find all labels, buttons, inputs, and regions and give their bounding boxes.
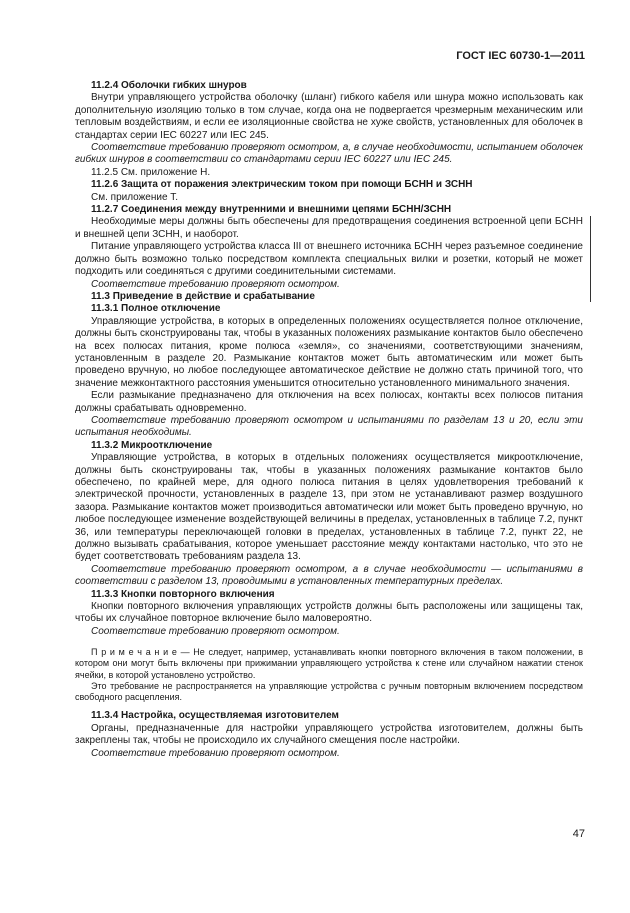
body-paragraph: 11.3.2 Микроотключение [91,439,213,451]
document-header: ГОСТ IEC 60730-1—2011 [456,50,585,62]
body-paragraph: Управляющие устройства, в которых в отдельных положениях осуществляется микроотключение, должны быть сконструированы так, чтобы в указанных положениях размыкание контактов было обеспечено, по крайней мере, для одного полюса питания в целях удовлетворения требований к электрической прочности, установленных в разделе 13, при этом не устанавливают размер воздушного зазора. Размыкание контактов может производиться автоматически или может быть проведено вручную, но любое последующее изменение воздействующей величины в пределах, установленных в таблице 7.2, пункт 36, или температуры переключающей головки в пределах, установленных в таблице 7.2, пункт 22, не должно вызывать срабатывания, которое уменьшает расстояние между контактами настолько, что это не будет соответствовать требованиям раздела 13. [75,452,583,563]
note-paragraph: Это требование не распространяется на управляющие устройства с ручным повторным включением посредством свободного расцепления. [75,680,583,703]
body-paragraph: Управляющие устройства, в которых в определенных положениях осуществляется полное отключение, должны быть сконструированы так, чтобы в указанных положениях размыкание контактов было обеспечено на всех полюсах питания, кроме полюса «земля», со значениями, соответствующими значениям, установленным в разделе 20. Размыкание контактов может быть автоматическим или может быть проведено вручную, но любое последующее автоматическое действие не должно стать причиной того, что значение межконтактного расстояния уменьшится относительно установленного минимального значения. [75,315,583,389]
body-paragraph: Соответствие требованию проверяют осмотром. [91,278,340,290]
body-paragraph: 11.2.7 Соединения между внутренними и внешними цепями БСНН/ЗСНН [91,204,452,216]
body-paragraph: 11.2.4 Оболочки гибких шнуров [91,80,247,91]
body-paragraph: Соответствие требованию проверяют осмотром, а в случае необходимости — испытаниями в соответствии с разделом 13, проводимыми в установленных температурных пределах. [75,563,583,588]
body-paragraph: Органы, предназначенные для настройки управляющего устройства изготовителем, должны быть закреплены так, чтобы не происходило их случайного смещения после настройки. [75,722,583,747]
body-paragraph: Если размыкание предназначено для отключения на всех полюсах, контакты всех полюсов питания должны срабатывать одновременно. [75,390,583,414]
body-paragraph: 11.3 Приведение в действие и срабатывание [91,290,315,302]
body-paragraph: Питание управляющего устройства класса III от внешнего источника БСНН через разъемное соединение должно быть возможно только посредством комплекта специальных вилки и розетки, который не может подходить или соединяться с другими соединительными системами. [75,241,583,278]
body-paragraph: Соответствие требованию проверяют осмотром и испытаниями по разделам 13 и 20, если эти испытания необходимы. [75,414,583,439]
body-paragraph: См. приложение Т. [91,191,179,203]
body-paragraph: Соответствие требованию проверяют осмотром. [91,747,340,759]
body-paragraph: Внутри управляющего устройства оболочку (шланг) гибкого кабеля или шнура можно использовать как дополнительную изоляцию только в том случае, когда она не подвергается чрезмерным механическим или тепловым воздействиям, и если ее изоляционные свойства не хуже свойств, установленных для оболочек в стандартах серии IEC 60227 или IEC 245. [75,92,583,141]
page-number: 47 [572,828,585,840]
note-paragraph: П р и м е ч а н и е — Не следует, например, устанавливать кнопки повторного включения в таком положении, в котором они могут быть включены при прижимании управляющего устройства к стене или случайном нажатии стенок ячейки, в которой установлено устройство. [75,647,583,680]
body-paragraph: 11.3.4 Настройка, осуществляемая изготовителем [91,710,339,722]
body-paragraph: Необходимые меры должны быть обеспечены для предотвращения соединения встроенной цепи БСНН и внешней цепи ЗСНН, и наоборот. [75,216,583,240]
body-paragraph: 11.2.6 Защита от поражения электрическим током при помощи БСНН и ЗСНН [91,179,473,191]
body-paragraph: 11.3.3 Кнопки повторного включения [91,588,275,600]
body-paragraph: Кнопки повторного включения управляющих устройств должны быть расположены или защищены так, чтобы их случайное повторное включение было маловероятно. [75,601,583,625]
page-body [75,80,583,760]
body-paragraph: 11.2.5 См. приложение Н. [91,166,211,178]
body-paragraph: Соответствие требованию проверяют осмотром, а, в случае необходимости, испытанием оболочек гибких шнуров в соответствии со стандартами серии IEC 60227 или IEC 245. [75,142,583,166]
body-paragraph: Соответствие требованию проверяют осмотром. [91,625,340,637]
body-paragraph: 11.3.1 Полное отключение [91,303,221,315]
revision-marker-bar [590,216,591,302]
